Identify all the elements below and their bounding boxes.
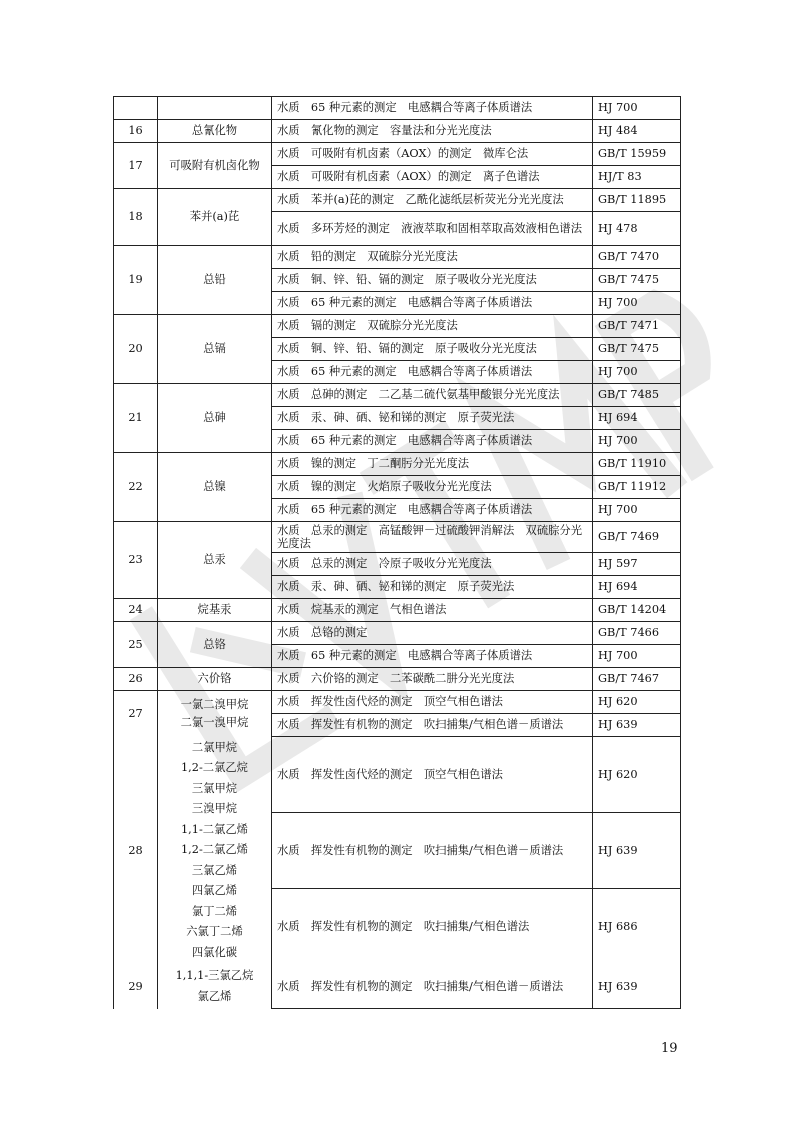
table-row [114, 737, 681, 813]
method-name: 水质 挥发性卤代烃的测定 顶空气相色谱法 [272, 691, 593, 714]
standard-code: GB/T 11910 [593, 453, 681, 476]
standard-code: HJ 620 [593, 737, 681, 813]
standard-code: HJ 700 [593, 430, 681, 453]
standard-code: HJ 597 [593, 553, 681, 576]
row-number: 23 [114, 522, 158, 599]
row-number: 27 [114, 691, 158, 737]
item-name-line: 1,1-二氯乙烯 [181, 822, 248, 836]
method-name: 水质 六价铬的测定 二苯碳酰二肼分光光度法 [272, 668, 593, 691]
method-name: 水质 65 种元素的测定 电感耦合等离子体质谱法 [272, 361, 593, 384]
table-row [114, 120, 681, 143]
row-number: 20 [114, 315, 158, 384]
standard-code: GB/T 7467 [593, 668, 681, 691]
standard-code: HJ 478 [593, 212, 681, 246]
method-name: 水质 可吸附有机卤素（AOX）的测定 微库仑法 [272, 143, 593, 166]
item-name-line: 1,2-二氯乙烷 [181, 761, 248, 775]
standard-code: GB/T 7485 [593, 384, 681, 407]
table-row [114, 143, 681, 166]
method-name: 水质 总铬的测定 [272, 622, 593, 645]
item-name-line: 四氯化碳 [191, 945, 238, 959]
item-name-line: 六氯丁二烯 [186, 925, 243, 939]
table-row [114, 246, 681, 269]
item-name-line: 二氯一溴甲烷 [180, 715, 249, 729]
item-name-line: 1,1,1-三氯乙烷 [175, 969, 254, 982]
row-number: 17 [114, 143, 158, 189]
table-row [114, 97, 681, 120]
method-name: 水质 挥发性有机物的测定 吹扫捕集/气相色谱－质谱法 [272, 965, 593, 1009]
item-name [158, 97, 272, 120]
standard-code: HJ 700 [593, 361, 681, 384]
method-name: 水质 65 种元素的测定 电感耦合等离子体质谱法 [272, 97, 593, 120]
standard-code: GB/T 11912 [593, 476, 681, 499]
row-number: 21 [114, 384, 158, 453]
row-number: 22 [114, 453, 158, 522]
method-name: 水质 挥发性卤代烃的测定 顶空气相色谱法 [272, 737, 593, 813]
method-name: 水质 氰化物的测定 容量法和分光光度法 [272, 120, 593, 143]
row-number [114, 97, 158, 120]
standard-code: HJ 484 [593, 120, 681, 143]
row-number: 25 [114, 622, 158, 668]
table-row [114, 668, 681, 691]
method-name: 水质 65 种元素的测定 电感耦合等离子体质谱法 [272, 430, 593, 453]
item-name [158, 965, 272, 1009]
method-name: 水质 可吸附有机卤素（AOX）的测定 离子色谱法 [272, 166, 593, 189]
standard-code: HJ 694 [593, 407, 681, 430]
table-row [114, 622, 681, 645]
table-row [114, 691, 681, 714]
standard-code: GB/T 14204 [593, 599, 681, 622]
method-name: 水质 烷基汞的测定 气相色谱法 [272, 599, 593, 622]
item-name: 总氰化物 [158, 120, 272, 143]
item-name: 六价铬 [158, 668, 272, 691]
standard-code: HJ 639 [593, 965, 681, 1009]
row-number: 18 [114, 189, 158, 246]
method-name: 水质 65 种元素的测定 电感耦合等离子体质谱法 [272, 292, 593, 315]
table-row [114, 315, 681, 338]
method-name: 水质 镍的测定 丁二酮肟分光光度法 [272, 453, 593, 476]
item-name: 总铬 [158, 622, 272, 668]
standard-code: HJ/T 83 [593, 166, 681, 189]
method-name: 水质 铜、锌、铅、镉的测定 原子吸收分光光度法 [272, 338, 593, 361]
method-name: 水质 总汞的测定 冷原子吸收分光光度法 [272, 553, 593, 576]
item-name: 可吸附有机卤化物 [158, 143, 272, 189]
row-number: 26 [114, 668, 158, 691]
row-number: 29 [114, 965, 158, 1009]
item-name-line: 三溴甲烷 [191, 802, 238, 816]
standard-code: GB/T 7470 [593, 246, 681, 269]
standards-table [113, 96, 681, 1009]
standard-code: HJ 700 [593, 292, 681, 315]
standard-code: HJ 700 [593, 499, 681, 522]
table-row [114, 965, 681, 1009]
item-name: 总铅 [158, 246, 272, 315]
item-name-line: 氯丁二烯 [191, 904, 238, 918]
item-name: 总砷 [158, 384, 272, 453]
method-name: 水质 挥发性有机物的测定 吹扫捕集/气相色谱－质谱法 [272, 813, 593, 889]
table-row [114, 453, 681, 476]
item-name [158, 737, 272, 965]
item-name: 总汞 [158, 522, 272, 599]
item-name: 总镉 [158, 315, 272, 384]
standard-code: GB/T 7475 [593, 338, 681, 361]
item-name-line: 三氯甲烷 [191, 781, 238, 795]
row-number: 24 [114, 599, 158, 622]
item-name-line: 二氯甲烷 [191, 740, 238, 754]
standard-code: HJ 639 [593, 714, 681, 737]
method-name: 水质 总汞的测定 高锰酸钾－过硫酸钾消解法 双硫腙分光光度法 [272, 522, 593, 553]
standard-code: HJ 694 [593, 576, 681, 599]
standard-code: GB/T 7475 [593, 269, 681, 292]
standard-code: HJ 639 [593, 813, 681, 889]
page-number: 19 [661, 1041, 678, 1056]
table-row [114, 384, 681, 407]
standard-code: HJ 700 [593, 645, 681, 668]
standard-code: GB/T 7469 [593, 522, 681, 553]
item-name-line: 三氯乙烯 [191, 863, 238, 877]
item-name: 烷基汞 [158, 599, 272, 622]
table-row [114, 599, 681, 622]
item-name: 总镍 [158, 453, 272, 522]
table-row [114, 522, 681, 553]
method-name: 水质 苯并(a)芘的测定 乙酰化滤纸层析荧光分光光度法 [272, 189, 593, 212]
row-number: 28 [114, 737, 158, 965]
standard-code: GB/T 11895 [593, 189, 681, 212]
item-name-line: 一氯二溴甲烷 [180, 697, 249, 711]
method-name: 水质 挥发性有机物的测定 吹扫捕集/气相色谱－质谱法 [272, 714, 593, 737]
method-name: 水质 65 种元素的测定 电感耦合等离子体质谱法 [272, 645, 593, 668]
standard-code: GB/T 15959 [593, 143, 681, 166]
item-name-line: 1,2-二氯乙烯 [181, 843, 248, 857]
method-name: 水质 总砷的测定 二乙基二硫代氨基甲酸银分光光度法 [272, 384, 593, 407]
row-number: 19 [114, 246, 158, 315]
row-number: 16 [114, 120, 158, 143]
standard-code: HJ 620 [593, 691, 681, 714]
method-name: 水质 65 种元素的测定 电感耦合等离子体质谱法 [272, 499, 593, 522]
standard-code: HJ 686 [593, 889, 681, 965]
item-name [158, 691, 272, 737]
method-name: 水质 汞、砷、硒、铋和锑的测定 原子荧光法 [272, 576, 593, 599]
item-name-line: 四氯乙烯 [191, 884, 238, 898]
method-name: 水质 多环芳烃的测定 液液萃取和固相萃取高效液相色谱法 [272, 212, 593, 246]
table-row [114, 189, 681, 212]
method-name: 水质 镍的测定 火焰原子吸收分光光度法 [272, 476, 593, 499]
item-name-line: 氯乙烯 [197, 989, 232, 1003]
standard-code: HJ 700 [593, 97, 681, 120]
method-name: 水质 汞、砷、硒、铋和锑的测定 原子荧光法 [272, 407, 593, 430]
method-name: 水质 铜、锌、铅、镉的测定 原子吸收分光光度法 [272, 269, 593, 292]
method-name: 水质 铅的测定 双硫腙分光光度法 [272, 246, 593, 269]
standard-code: GB/T 7466 [593, 622, 681, 645]
item-name: 苯并(a)芘 [158, 189, 272, 246]
method-name: 水质 挥发性有机物的测定 吹扫捕集/气相色谱法 [272, 889, 593, 965]
method-name: 水质 镉的测定 双硫腙分光光度法 [272, 315, 593, 338]
standard-code: GB/T 7471 [593, 315, 681, 338]
